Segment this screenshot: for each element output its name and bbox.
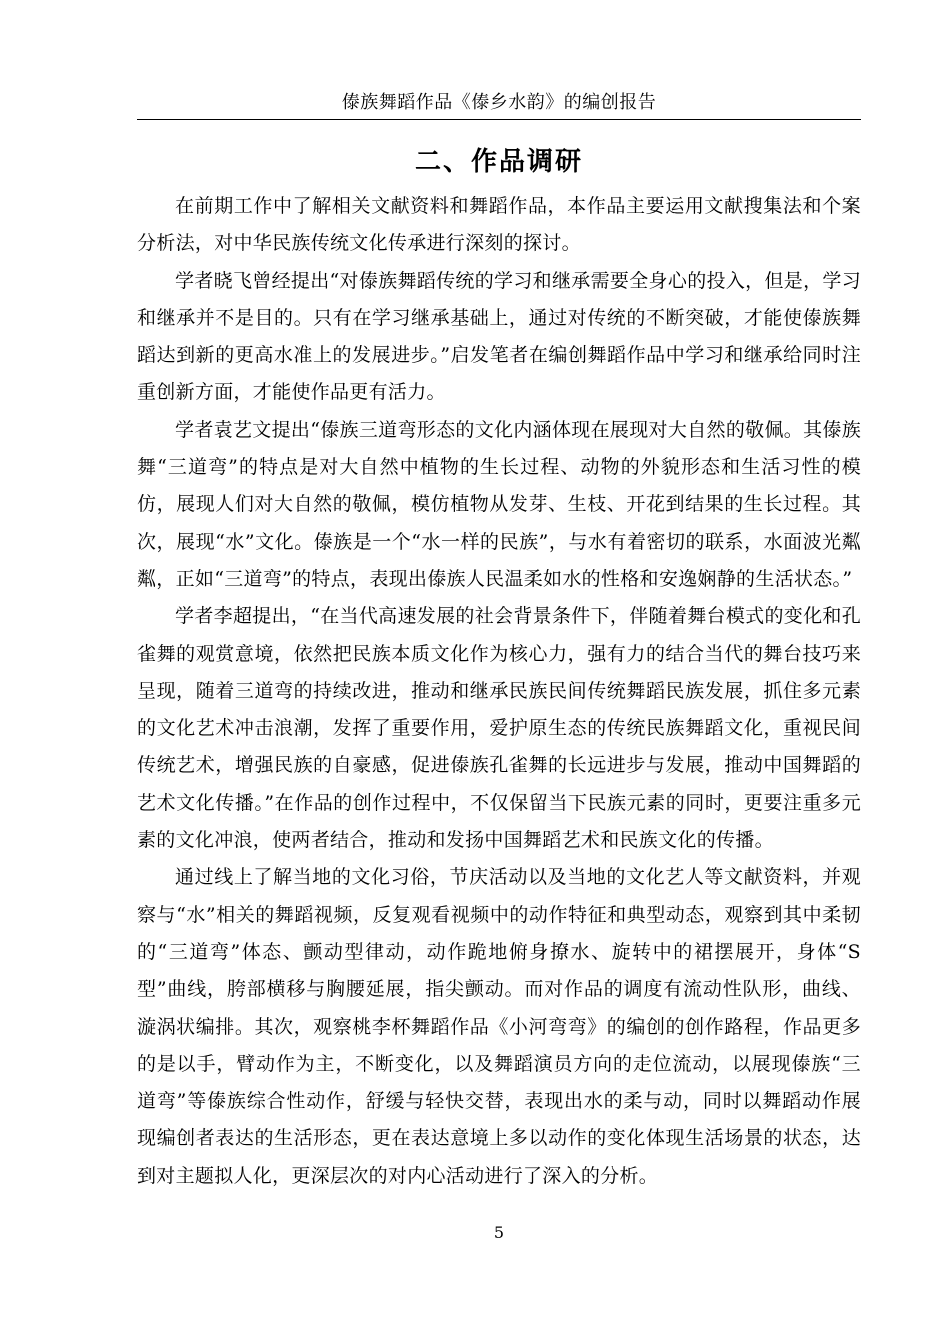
page-number: 5	[493, 1223, 505, 1242]
paragraph: 通过线上了解当地的文化习俗，节庆活动以及当地的文化艺人等文献资料，并观察与“水”相关的舞蹈视频，反复观看视频中的动作特征和典型动态，观察到其中柔韧的“三道弯”体态、颤动型律动，动作跪地俯身撩水、旋转中的裙摆展开，身体“S 型”曲线，胯部横移与胸腰延展，指尖颤动。而对作品的调度有流动性队形，曲线、漩涡状编排。其次，观察桃李杯舞蹈作品《小河弯弯》的编创的创作路程，作品更多的是以手，臂动作为主，不断变化，以及舞蹈演员方向的走位流动，以展现傣族“三道弯”等傣族综合性动作，舒缓与轻快交替，表现出水的柔与动，同时以舞蹈动作展现编创者表达的生活形态，更在表达意境上多以动作的变化体现生活场景的状态，达到对主题拟人化，更深层次的对内心活动进行了深入的分析。	[137, 866, 861, 1187]
running-header: 傣族舞蹈作品《傣乡水韵》的编创报告	[341, 92, 657, 113]
paragraph: 在前期工作中了解相关文献资料和舞蹈作品，本作品主要运用文献搜集法和个案分析法，对中华民族传统文化传承进行深刻的探讨。	[137, 195, 861, 255]
section-title: 二、作品调研	[414, 147, 583, 177]
header-rule	[137, 119, 861, 120]
paragraph: 学者袁艺文提出“傣族三道弯形态的文化内涵体现在展现对大自然的敬佩。其傣族舞“三道弯”的特点是对大自然中植物的生长过程、动物的外貌形态和生活习性的模仿，展现人们对大自然的敬佩，模仿植物从发芽、生枝、开花到结果的生长过程。其次，展现“水”文化。傣族是一个“水一样的民族”，与水有着密切的联系，水面波光粼粼，正如“三道弯”的特点，表现出傣族人民温柔如水的性格和安逸娴静的生活状态。”	[137, 418, 861, 590]
body-text	[137, 188, 861, 1195]
paragraph: 学者李超提出，“在当代高速发展的社会背景条件下，伴随着舞台模式的变化和孔雀舞的观赏意境，依然把民族本质文化作为核心力，强有力的结合当代的舞台技巧来呈现，随着三道弯的持续改进，推动和继承民族民间传统舞蹈民族发展，抓住多元素的文化艺术冲击浪潮，发挥了重要作用，爱护原生态的传统民族舞蹈文化，重视民间传统艺术，增强民族的自豪感，促进傣族孔雀舞的长远进步与发展，推动中国舞蹈的艺术文化传播。”在作品的创作过程中，不仅保留当下民族元素的同时，更要注重多元素的文化冲浪，使两者结合，推动和发扬中国舞蹈艺术和民族文化的传播。	[137, 605, 861, 852]
paragraph: 学者晓飞曾经提出“对傣族舞蹈传统的学习和继承需要全身心的投入，但是，学习和继承并不是目的。只有在学习继承基础上，通过对传统的不断突破，才能使傣族舞蹈达到新的更高水准上的发展进步。”启发笔者在编创舞蹈作品中学习和继承给同时注重创新方面，才能使作品更有活力。	[137, 269, 861, 404]
